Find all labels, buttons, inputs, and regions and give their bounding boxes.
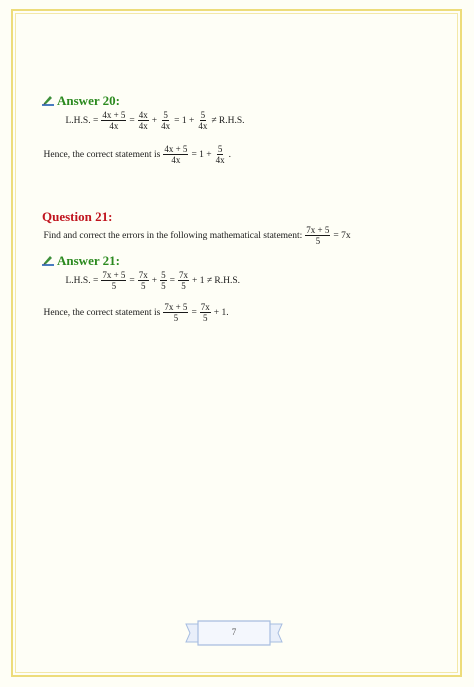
question-text: Find and correct the errors in the following mathematical statement: xyxy=(43,230,303,241)
fraction: $\frac{5}{4x}$ xyxy=(161,110,171,131)
hence-text: Hence, the correct statement is xyxy=(43,307,161,318)
plus-one-period: + 1. xyxy=(213,307,229,318)
page-number-ribbon xyxy=(184,618,284,648)
fraction: $\frac{4x}{4x}$ xyxy=(138,110,148,131)
fraction: $\frac{4x + 5}{4x}$ xyxy=(164,144,188,165)
plus-sign: + xyxy=(151,275,158,286)
answer-20-correct-statement xyxy=(42,144,233,165)
answer-20-lhs-line xyxy=(64,110,246,131)
fraction: $\frac{7x + 5}{5}$ xyxy=(102,270,126,291)
pencil-icon xyxy=(42,94,54,106)
pencil-icon xyxy=(42,254,54,266)
fraction: $\frac{7x}{5}$ xyxy=(200,302,210,323)
equals-one-plus: = 1 + xyxy=(191,149,212,160)
not-equal-rhs: ≠ R.H.S. xyxy=(211,115,245,126)
fraction: $\frac{7x + 5}{5}$ xyxy=(164,302,188,323)
fraction: $\frac{5}{4x}$ xyxy=(215,144,225,165)
answer-21-heading: Answer 21: xyxy=(42,253,120,269)
fraction: $\frac{4x + 5}{4x}$ xyxy=(102,110,126,131)
fraction: $\frac{7x}{5}$ xyxy=(178,270,188,291)
fraction: $\frac{7x}{5}$ xyxy=(138,270,148,291)
question-rhs: = 7x xyxy=(333,230,351,241)
fraction: $\frac{5}{4x}$ xyxy=(198,110,208,131)
hence-text: Hence, the correct statement is xyxy=(43,149,161,160)
fraction: $\frac{7x + 5}{5}$ xyxy=(306,225,330,246)
equals-sign: = xyxy=(169,275,175,286)
equals-sign: = xyxy=(191,307,197,318)
not-equal-rhs: + 1 ≠ R.H.S. xyxy=(191,275,241,286)
lhs-label: L.H.S. = xyxy=(65,115,99,126)
answer-21-lhs-line xyxy=(64,270,242,291)
answer-21-correct-statement xyxy=(42,302,230,323)
equals-sign: = xyxy=(129,115,135,126)
period: . xyxy=(228,149,232,160)
fraction: $\frac{5}{5}$ xyxy=(161,270,166,291)
equals-sign: = xyxy=(129,275,135,286)
question-21-heading: Question 21: xyxy=(42,209,113,224)
lhs-label: L.H.S. = xyxy=(65,275,99,286)
answer-20-heading: Answer 20: xyxy=(42,93,120,109)
equals-one-plus: = 1 + xyxy=(174,115,195,126)
question-21-text-line xyxy=(42,225,352,246)
plus-sign: + xyxy=(151,115,158,126)
page-number: 7 xyxy=(231,627,237,637)
